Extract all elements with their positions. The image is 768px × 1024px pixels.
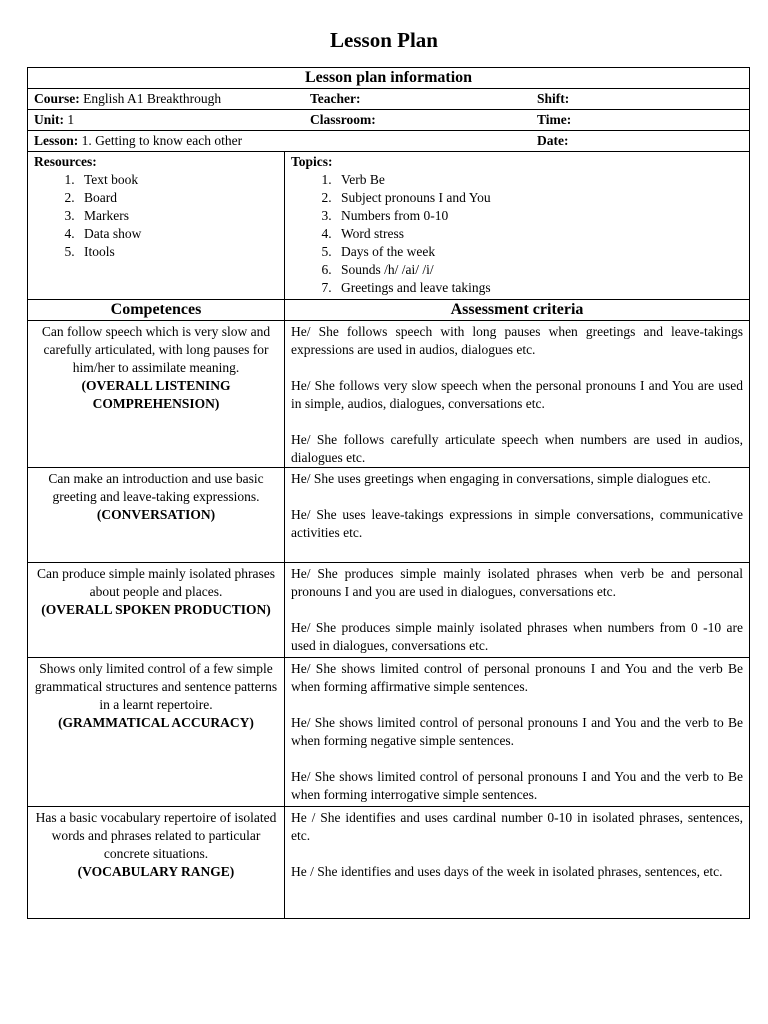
list-item: 2. Subject pronouns I and You	[335, 189, 743, 207]
competence-text: Can make an introduction and use basic greeting and leave-taking expressions.	[48, 471, 264, 504]
competence-text: Can produce simple mainly isolated phrases about people and places.	[36, 566, 276, 599]
criterion: He/ She follows very slow speech when the personal pronouns I and You are used in simple, audios, dialogues, conversations etc.	[291, 378, 744, 411]
competence-cell	[28, 658, 285, 807]
criterion: He / She identifies and uses cardinal number 0-10 in isolated phrases, sentences, etc.	[291, 810, 744, 843]
unit-value: 1	[67, 112, 75, 127]
resources-topics-row	[28, 152, 750, 300]
topics-list	[291, 171, 743, 297]
course-label: Course:	[34, 91, 80, 106]
teacher-label: Teacher:	[310, 91, 361, 106]
list-item: 7. Greetings and leave takings	[335, 279, 743, 297]
page-title: Lesson Plan	[330, 28, 438, 52]
list-item: 1. Verb Be	[335, 171, 743, 189]
list-item: 1. Text book	[78, 171, 278, 189]
unit-label: Unit:	[34, 112, 64, 127]
unit-row	[28, 110, 750, 131]
classroom-label: Classroom:	[310, 112, 376, 127]
assessment-header: Assessment criteria	[285, 300, 750, 321]
criterion: He/ She shows limited control of personal pronouns I and You and the verb to Be when forming interrogative simple sentences.	[291, 769, 744, 802]
unit-cell	[28, 110, 750, 131]
lesson-cell	[28, 131, 750, 152]
competence-text: Can follow speech which is very slow and carefully articulated, with long pauses for him/her to assimilate meaning.	[41, 324, 271, 375]
list-item: 6. Sounds /h/ /ai/ /i/	[335, 261, 743, 279]
criterion: He/ She produces simple mainly isolated phrases when numbers from 0 -10 are used in dialogues, conversations etc.	[291, 620, 744, 653]
info-header: Lesson plan information	[28, 68, 750, 89]
criterion: He/ She shows limited control of personal pronouns I and You and the verb to Be when forming negative simple sentences.	[291, 715, 744, 748]
date-label: Date:	[537, 133, 569, 148]
criterion: He/ She follows speech with long pauses when greetings and leave-takings expressions are used in audios, dialogues etc.	[291, 324, 744, 357]
lesson-value: 1. Getting to know each other	[81, 133, 243, 148]
table-row	[28, 658, 750, 807]
list-item: 4. Word stress	[335, 225, 743, 243]
lesson-label: Lesson:	[34, 133, 79, 148]
competence-cell	[28, 807, 285, 919]
competence-cell	[28, 468, 285, 563]
columns-header-row	[28, 300, 750, 321]
criteria-cell	[285, 468, 750, 563]
list-item: 3. Numbers from 0-10	[335, 207, 743, 225]
competence-tag: (OVERALL SPOKEN PRODUCTION)	[41, 602, 271, 617]
criteria-cell	[285, 321, 750, 468]
course-row	[28, 89, 750, 110]
table-row	[28, 807, 750, 919]
competence-tag: (OVERALL LISTENING COMPREHENSION)	[81, 378, 231, 411]
competence-text: Shows only limited control of a few simple grammatical structures and sentence patterns in a learnt repertoire.	[34, 661, 278, 712]
lesson-plan-table	[27, 67, 750, 919]
list-item: 4. Data show	[78, 225, 278, 243]
competence-text: Has a basic vocabulary repertoire of isolated words and phrases related to particular concrete situations.	[35, 810, 277, 861]
table-row	[28, 563, 750, 658]
competence-cell	[28, 321, 285, 468]
criterion: He/ She follows carefully articulate speech when numbers are used in audios, dialogues etc.	[291, 432, 744, 465]
competence-tag: (VOCABULARY RANGE)	[77, 864, 235, 879]
criterion: He/ She uses greetings when engaging in conversations, simple dialogues etc.	[291, 471, 711, 486]
criteria-cell	[285, 563, 750, 658]
table-row	[28, 468, 750, 563]
criteria-cell	[285, 658, 750, 807]
competence-tag: (GRAMMATICAL ACCURACY)	[58, 715, 254, 730]
resources-label: Resources:	[34, 154, 97, 169]
topics-cell	[285, 152, 750, 300]
competence-cell	[28, 563, 285, 658]
criterion: He / She identifies and uses days of the week in isolated phrases, sentences, etc.	[291, 864, 723, 879]
criterion: He/ She uses leave-takings expressions in simple conversations, communicative activities etc.	[291, 507, 744, 540]
resources-cell	[28, 152, 285, 300]
course-cell	[28, 89, 750, 110]
topics-label: Topics:	[291, 154, 333, 169]
shift-label: Shift:	[537, 91, 570, 106]
resources-list	[34, 171, 278, 261]
time-label: Time:	[537, 112, 572, 127]
lesson-row	[28, 131, 750, 152]
criterion: He/ She produces simple mainly isolated phrases when verb be and personal pronouns I and you are used in dialogues, conversations etc.	[291, 566, 744, 599]
info-header-row	[28, 68, 750, 89]
list-item: 2. Board	[78, 189, 278, 207]
course-value: English A1 Breakthrough	[83, 91, 222, 106]
table-row	[28, 321, 750, 468]
list-item: 5. Itools	[78, 243, 278, 261]
criteria-cell	[285, 807, 750, 919]
competences-header: Competences	[28, 300, 285, 321]
competence-tag: (CONVERSATION)	[96, 507, 216, 522]
list-item: 5. Days of the week	[335, 243, 743, 261]
list-item: 3. Markers	[78, 207, 278, 225]
criterion: He/ She shows limited control of personal pronouns I and You and the verb Be when forming affirmative simple sentences.	[291, 661, 744, 694]
